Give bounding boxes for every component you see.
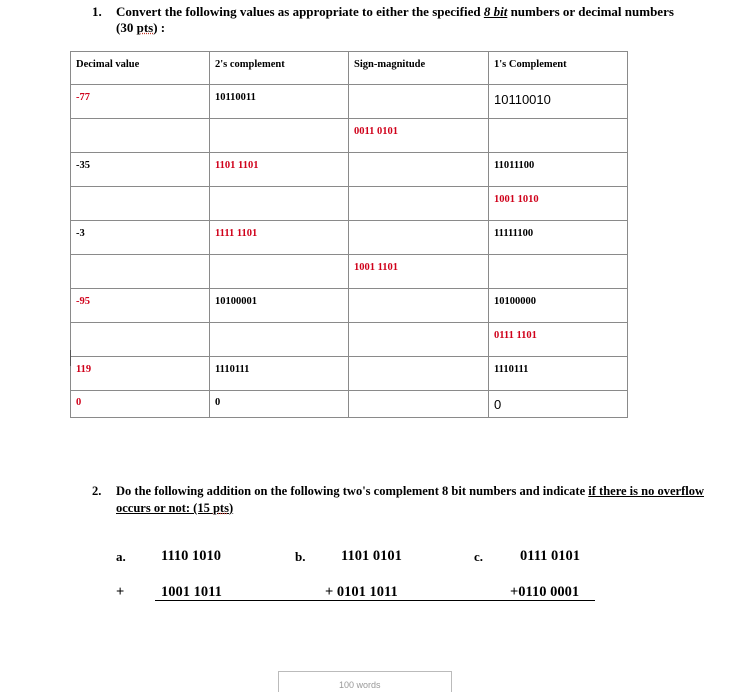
addition-a-top: 1110 1010 [161, 548, 222, 564]
cell-ones: 11011100 [489, 153, 628, 187]
addition-b-label: b. [295, 549, 306, 564]
word-count: 100 words [339, 680, 381, 690]
cell-twos: 0 [210, 391, 349, 418]
cell-sign [349, 85, 489, 119]
cell-decimal: -77 [71, 85, 210, 119]
cell-sign [349, 187, 489, 221]
table-row [71, 153, 628, 187]
cell-twos [210, 255, 349, 289]
addition-a-operator: + [116, 584, 125, 600]
cell-sign [349, 221, 489, 255]
cell-sign [349, 357, 489, 391]
word-count-widget [278, 671, 452, 692]
cell-twos: 1111 1101 [210, 221, 349, 255]
table-header-row [71, 52, 628, 85]
table-row [71, 221, 628, 255]
cell-sign [349, 391, 489, 418]
cell-decimal: -35 [71, 153, 210, 187]
table-row [71, 289, 628, 323]
addition-c-label: c. [474, 549, 484, 564]
header-decimal: Decimal value [71, 52, 210, 85]
addition-b-bottom: + 0101 1011 [325, 584, 398, 600]
cell-decimal: 119 [71, 357, 210, 391]
addition-c-top: 0111 0101 [520, 548, 581, 564]
cell-decimal: -3 [71, 221, 210, 255]
addition-b-top: 1101 0101 [341, 548, 402, 564]
cell-ones: 1001 1010 [489, 187, 628, 221]
cell-sign [349, 289, 489, 323]
addition-c-bottom: +0110 0001 [510, 584, 580, 600]
addition-a-bottom: 1001 1011 [161, 584, 222, 600]
question-1-number: 1. [92, 4, 102, 19]
cell-twos [210, 187, 349, 221]
cell-twos: 10110011 [210, 85, 349, 119]
cell-ones: 10110010 [489, 85, 628, 119]
cell-decimal: 0 [71, 391, 210, 418]
cell-ones [489, 119, 628, 153]
pts-spellcheck: pts [212, 501, 229, 515]
cell-twos: 1101 1101 [210, 153, 349, 187]
question-2-text: Do the following addition on the following two's complement 8 bit numbers and indicate if there is no overflow occurs or not: (15 pts) [116, 484, 704, 515]
cell-ones [489, 255, 628, 289]
cell-sign [349, 323, 489, 357]
cell-twos [210, 323, 349, 357]
header-twos-complement: 2's complement [210, 52, 349, 85]
question-2-number: 2. [92, 484, 102, 498]
table-row [71, 187, 628, 221]
cell-sign: 1001 1101 [349, 255, 489, 289]
table-row [71, 255, 628, 289]
cell-ones: 0111 1101 [489, 323, 628, 357]
cell-decimal: -95 [71, 289, 210, 323]
header-ones-complement: 1's Complement [489, 52, 628, 85]
overflow-instruction: if there is no overflow occurs or not: (15 pts) [116, 484, 704, 515]
pts-spellcheck: pts [136, 20, 154, 35]
table-row [71, 323, 628, 357]
table-corner-mark [70, 350, 71, 366]
cell-decimal [71, 323, 210, 357]
header-sign-magnitude: Sign-magnitude [349, 52, 489, 85]
cell-sign [349, 153, 489, 187]
cell-decimal [71, 187, 210, 221]
table-row [71, 85, 628, 119]
cell-ones: 11111100 [489, 221, 628, 255]
table-row [71, 357, 628, 391]
addition-a-label: a. [116, 549, 126, 564]
cell-ones: 1110111 [489, 357, 628, 391]
cell-sign: 0011 0101 [349, 119, 489, 153]
table-row [71, 119, 628, 153]
bit-width-emphasis: 8 bit [483, 4, 508, 19]
cell-twos: 10100001 [210, 289, 349, 323]
question-1-text: Convert the following values as appropriate to either the specified 8 bit numbers or decimal numbers (30 pts) : [116, 4, 674, 35]
addition-sum-line [155, 600, 595, 601]
cell-ones: 10100000 [489, 289, 628, 323]
cell-twos: 1110111 [210, 357, 349, 391]
table-row [71, 391, 628, 418]
cell-decimal [71, 255, 210, 289]
cell-decimal [71, 119, 210, 153]
conversion-table [70, 51, 628, 418]
cell-ones: 0 [489, 391, 628, 418]
cell-twos [210, 119, 349, 153]
